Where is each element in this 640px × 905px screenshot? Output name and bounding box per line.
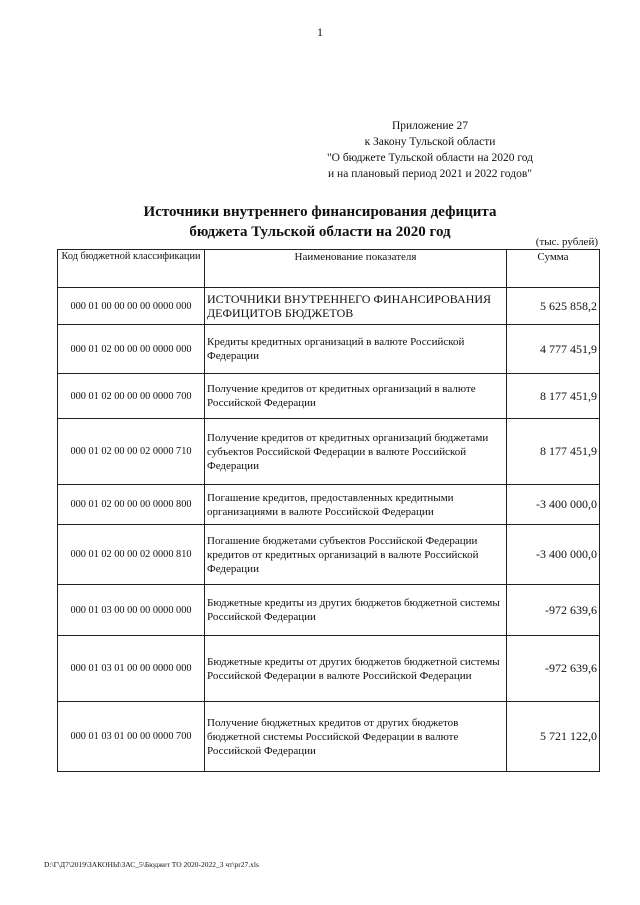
row-code: 000 01 02 00 00 00 0000 000 [58, 325, 205, 374]
row-name: Бюджетные кредиты от других бюджетов бюджетной системы Российской Федерации в валюте Российской Федерации [205, 636, 507, 702]
row-code: 000 01 02 00 00 02 0000 710 [58, 419, 205, 485]
annex-line-2: к Закону Тульской области [364, 136, 496, 148]
table-row [58, 374, 600, 419]
row-sum: -972 639,6 [507, 636, 600, 702]
row-code: 000 01 02 00 00 00 0000 700 [58, 374, 205, 419]
title-line-1: Источники внутреннего финансирования дефицита [143, 204, 497, 220]
row-name: Погашение бюджетами субъектов Российской Федерации кредитов от кредитных организаций в валюте Российской Федерации [205, 525, 507, 585]
table-row [58, 702, 600, 772]
row-sum: -972 639,6 [507, 585, 600, 636]
page-number: 1 [317, 25, 323, 39]
row-sum: 8 177 451,9 [507, 374, 600, 419]
row-code: 000 01 03 01 00 00 0000 000 [58, 636, 205, 702]
annex-line-3: "О бюджете Тульской области на 2020 год [326, 152, 534, 164]
table-row [58, 585, 600, 636]
table-row [58, 419, 600, 485]
row-code: 000 01 03 01 00 00 0000 700 [58, 702, 205, 772]
row-sum: 5 625 858,2 [507, 288, 600, 325]
row-code: 000 01 02 00 00 02 0000 810 [58, 525, 205, 585]
row-name: ИСТОЧНИКИ ВНУТРЕННЕГО ФИНАНСИРОВАНИЯ ДЕФИЦИТОВ БЮДЖЕТОВ [205, 288, 507, 325]
header-name: Наименование показателя [205, 250, 507, 288]
row-name: Получение кредитов от кредитных организаций в валюте Российской Федерации [205, 374, 507, 419]
row-code: 000 01 02 00 00 00 0000 800 [58, 485, 205, 525]
header-code: Код бюджетной классификации [58, 250, 205, 288]
row-code: 000 01 03 00 00 00 0000 000 [58, 585, 205, 636]
units-label: (тыс. рублей) [535, 236, 598, 248]
row-name: Погашение кредитов, предоставленных кредитными организациями в валюте Российской Федерации [205, 485, 507, 525]
table-row [58, 485, 600, 525]
row-sum: 4 777 451,9 [507, 325, 600, 374]
row-sum: 5 721 122,0 [507, 702, 600, 772]
row-sum: -3 400 000,0 [507, 525, 600, 585]
table-header-row [58, 250, 600, 288]
row-name: Бюджетные кредиты из других бюджетов бюджетной системы Российской Федерации [205, 585, 507, 636]
row-sum: 8 177 451,9 [507, 419, 600, 485]
table-row [58, 325, 600, 374]
annex-header [300, 118, 560, 182]
row-name: Получение кредитов от кредитных организаций бюджетами субъектов Российской Федерации в валюте Российской Федерации [205, 419, 507, 485]
header-sum: Сумма [507, 250, 600, 288]
table-row [58, 288, 600, 325]
file-path-footer: D:\Г\Д7\2019\ЗАКОНЫ\ЗАС_5\Бюджет ТО 2020-2022_3 чт\pr27.xls [44, 860, 259, 869]
row-name: Получение бюджетных кредитов от других бюджетов бюджетной системы Российской Федерации в валюте Российской Федерации [205, 702, 507, 772]
table-row [58, 525, 600, 585]
title-line-2: бюджета Тульской области на 2020 год [189, 224, 451, 240]
row-name: Кредиты кредитных организаций в валюте Российской Федерации [205, 325, 507, 374]
annex-line-1: Приложение 27 [391, 120, 469, 132]
row-code: 000 01 00 00 00 00 0000 000 [58, 288, 205, 325]
row-sum: -3 400 000,0 [507, 485, 600, 525]
table-row [58, 636, 600, 702]
annex-line-4: и на плановый период 2021 и 2022 годов" [328, 168, 532, 180]
financing-sources-table [57, 249, 600, 772]
